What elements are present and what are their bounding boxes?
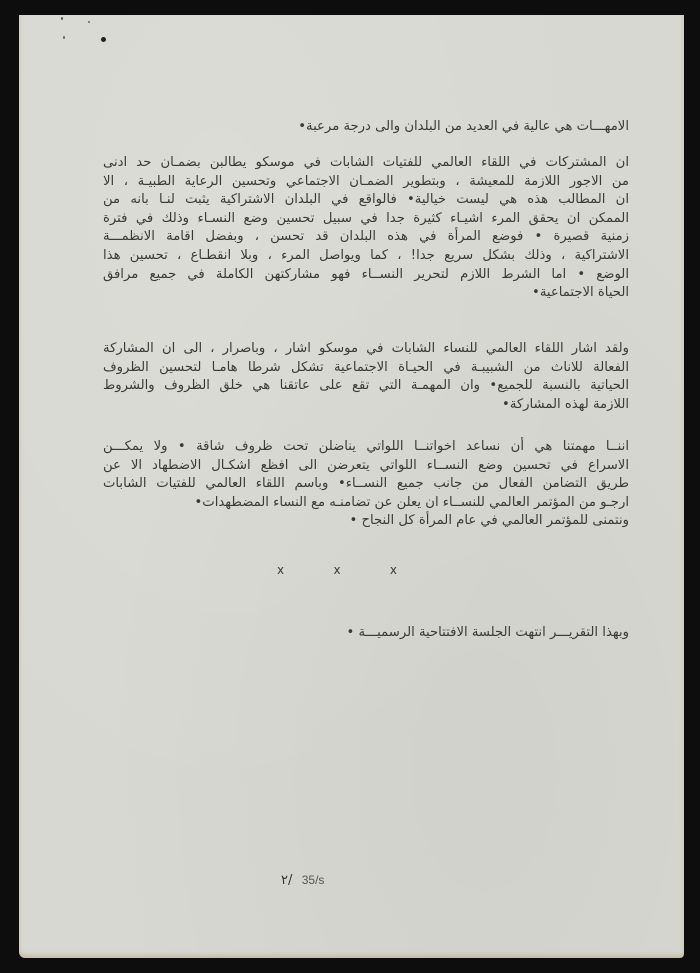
text-line: وبهذا التقريـــر انتهت الجلسة الافتتاحية الرسميـــة • (346, 625, 629, 640)
separator-mark: x (277, 563, 285, 577)
text-line: ارجـو من المؤتمر العالمي للنســاء ان يعلن عن تضامنـه مع النساء المضطهدات• (194, 494, 629, 510)
document-page (19, 15, 684, 958)
text-line: طريق التضامن الفعال من جانب جميع النســاء• وباسم اللقاء العالمي للفتيات الشابات (103, 476, 629, 492)
paragraph-participation (103, 340, 629, 414)
text-line: ان المشتركات في اللقاء العالمي للفتيات الشابات في موسكو يطالبن بضمـان حد ادنى (103, 155, 629, 170)
text-line: الحياتية بالنسبة للجميع• وان المهمـة التي تقع على عاتقنا هي خلق الظروف والشروط (103, 378, 629, 394)
text-line: الاشتراكية ، وذلك بشكل سريع جدا! ، كما ويواصل المرء ، وبلا انقطـاع ، تحسين هذا (103, 247, 629, 263)
text-line: زمنية قصيرة • فوضع المرأة في هذه البلدان قد تحسن ، وبفضل اقامة الانظمـــة (103, 229, 629, 245)
paragraph-solidarity (103, 438, 629, 531)
text-line: ان المطالب هذه هي ليست خيالية• فالواقع في البلدان الاشتراكية يثبت لنـا بانه من (103, 192, 629, 208)
ink-speck (61, 17, 63, 20)
ink-speck (63, 36, 65, 39)
page-number (281, 873, 324, 888)
section-separator (277, 563, 397, 577)
arabic-page-number: ٢/ (281, 873, 293, 888)
text-line: من الاجور اللازمة للمعيشة ، وبتطوير الضمـان الاجتماعي وتحسين الرعاية الطبيـة ، الا (103, 173, 629, 189)
separator-mark: x (333, 563, 341, 577)
text-line: الفعالة للاناث من الشبيبـة في الحيـاة الاجتماعية تشكل شرطا هامـا لتحسين الظروف (103, 359, 629, 375)
reference-number: 35/s (301, 873, 325, 887)
paragraph-continuation (259, 118, 629, 137)
ink-speck (101, 37, 106, 42)
text-line: اننــا مهمتنا هي أن نساعد اخواتنــا اللواتي يناضلن تحت ظروف شاقة • ولا يمكـــن (103, 439, 629, 454)
text-line: الحياة الاجتماعية• (532, 285, 629, 301)
text-line: الممكن ان يحقق المرء اشيـاء كثيرة جدا في سبيل تحسين وضع النسـاء وذلك في فترة (103, 210, 629, 226)
text-line: الامهـــات هي عالية في العديد من البلدان والى درجة مرعبة• (298, 119, 629, 134)
paragraph-demands (103, 154, 629, 303)
text-line: ولقد اشار اللقاء العالمي للنساء الشابات في موسكو اشار ، وباصرار ، الى ان المشاركة (103, 341, 629, 356)
closing-statement (249, 624, 629, 643)
text-line: اللازمة لهذه المشاركة• (502, 396, 629, 412)
text-line: الاسراع في تحسين وضع النســاء اللواتي يتعرضن الى افظع اشكـال الاضطهاد الا عن (103, 457, 629, 473)
ink-speck (88, 21, 90, 23)
separator-mark: x (389, 563, 397, 577)
text-line: الوضع • اما الشرط اللازم لتحرير النســاء فهو مشاركتهن الكاملة في جميع مرافق (103, 266, 629, 282)
text-line: ونتمنى للمؤتمر العالمي في عام المرأة كل النجاح • (349, 513, 629, 529)
